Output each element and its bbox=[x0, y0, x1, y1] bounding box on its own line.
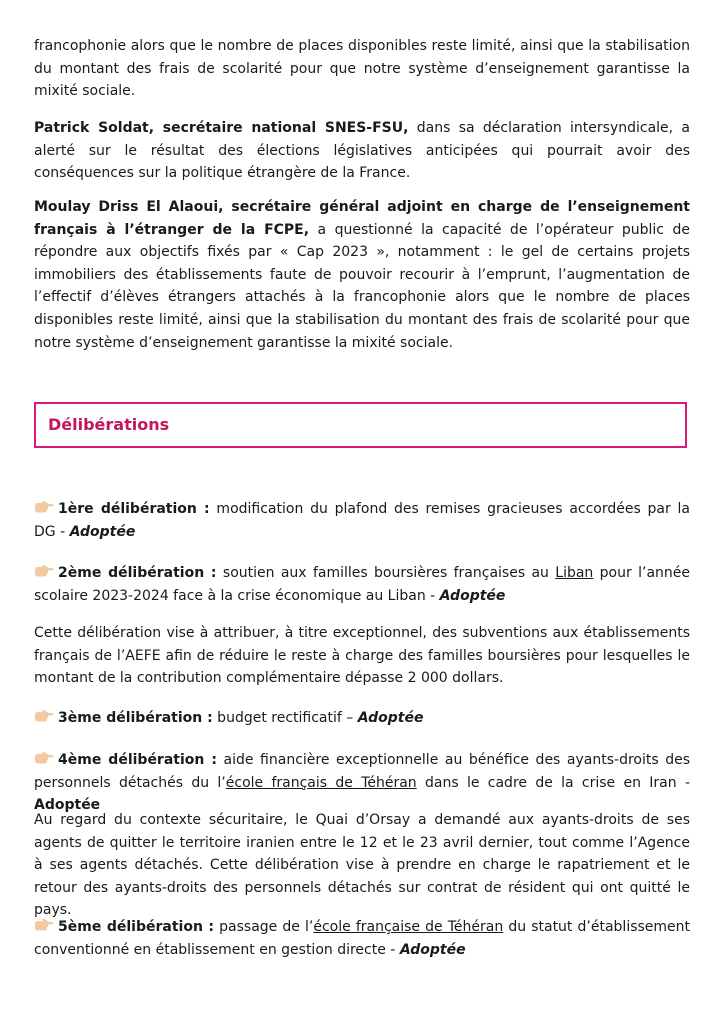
paragraph-intro-continuation bbox=[34, 35, 690, 103]
deliberation-text: modification du plafond des remises gracieuses accordées par la DG - bbox=[34, 501, 690, 540]
deliberation-status: Adoptée bbox=[357, 710, 424, 726]
deliberation-label: 1ère délibération : bbox=[58, 501, 210, 517]
paragraph-text: Au regard du contexte sécuritaire, le Quai d’Orsay a demandé aux ayants-droits de ses agents de quitter le territoire iranien entre le 12 et le 23 avril dernier, tout comme l’Agence à ses agents détachés. Cette délibération vise à prendre en charge le rapatriement et le retour des ayants-droits des personnels détachés sur contrat de résident qui ont quitté le pays. bbox=[34, 812, 690, 919]
deliberation-1 bbox=[34, 498, 690, 543]
deliberation-label: 2ème délibération : bbox=[58, 565, 217, 581]
paragraph-text: Cette délibération vise à attribuer, à titre exceptionnel, des subventions aux établissements français de l’AEFE afin de réduire le reste à charge des familles boursières pour lesquelles le montant de la contribution complémentaire dépasse 2 000 dollars. bbox=[34, 625, 690, 687]
hand-pointing-right-icon bbox=[34, 751, 54, 765]
deliberation-4-detail bbox=[34, 809, 690, 922]
deliberation-4 bbox=[34, 749, 690, 817]
deliberation-status: Adoptée bbox=[399, 941, 466, 958]
deliberation-text: soutien aux familles boursières françaises au bbox=[216, 565, 556, 581]
paragraph-text: dans sa déclaration intersyndicale, a alerté sur le résultat des élections législatives anticipées qui pourrait avoir des conséquences sur la politique étrangère de la France. bbox=[34, 120, 690, 182]
deliberation-2-detail bbox=[34, 622, 690, 690]
deliberation-status: Adoptée bbox=[69, 523, 136, 540]
deliberation-text: du statut d’établissement conventionné en établissement en gestion directe - bbox=[34, 919, 691, 958]
speaker-name: Patrick Soldat, secrétaire national SNES-FSU, bbox=[34, 120, 409, 136]
paragraph-moulay-driss bbox=[34, 196, 690, 354]
deliberation-5 bbox=[34, 916, 690, 961]
speaker-name: Moulay Driss El Alaoui, secrétaire général adjoint en charge de l’enseignement français à l’étranger de la FCPE, bbox=[34, 199, 690, 238]
hand-pointing-right-icon bbox=[34, 709, 54, 723]
paragraph-patrick-soldat bbox=[34, 117, 690, 185]
liban-link[interactable]: Liban bbox=[555, 565, 594, 581]
paragraph-text: francophonie alors que le nombre de places disponibles reste limité, ainsi que la stabilisation du montant des frais de scolarité pour que notre système d’enseignement garantisse la mixité sociale. bbox=[34, 38, 690, 100]
paragraph-text: a questionné la capacité de l’opérateur public de répondre aux objectifs fixés par « Cap 2023 », notamment : le gel de certains projets immobiliers des établissements faute de pouvoir recourir à l’emprunt, l’augmentation de l’effectif d’élèves étrangers attachés à la francophonie alors que le nombre de places disponibles reste limité, ainsi que la stabilisation du montant des frais de scolarité pour que notre système d’enseignement garantisse la mixité sociale. bbox=[34, 221, 690, 351]
deliberation-text: passage de l’ bbox=[214, 919, 314, 935]
deliberation-label: 3ème délibération : bbox=[58, 710, 213, 726]
deliberation-3 bbox=[34, 707, 690, 730]
deliberation-text: dans le cadre de la crise en Iran - bbox=[416, 774, 691, 791]
hand-pointing-right-icon bbox=[34, 500, 54, 514]
deliberation-status: Adoptée bbox=[34, 797, 101, 814]
section-header-box bbox=[34, 402, 687, 448]
deliberation-status: Adoptée bbox=[439, 587, 506, 604]
deliberation-label: 5ème délibération : bbox=[58, 919, 215, 935]
deliberation-text: aide financière exceptionnelle au bénéfice des ayants-droits des personnels détachés du l’ bbox=[34, 752, 690, 791]
deliberation-text: budget rectificatif – bbox=[212, 710, 358, 726]
deliberation-text: pour l’année scolaire 2023-2024 face à la crise économique au Liban - bbox=[34, 565, 690, 604]
deliberation-label: 4ème délibération : bbox=[58, 752, 217, 768]
hand-pointing-right-icon bbox=[34, 564, 54, 578]
hand-pointing-right-icon bbox=[34, 918, 54, 932]
ecole-francaise-teheran-link[interactable]: école française de Téhéran bbox=[313, 919, 504, 935]
ecole-teheran-link[interactable]: école français de Téhéran bbox=[225, 774, 417, 791]
deliberation-2 bbox=[34, 562, 690, 607]
section-title: Délibérations bbox=[48, 415, 170, 434]
